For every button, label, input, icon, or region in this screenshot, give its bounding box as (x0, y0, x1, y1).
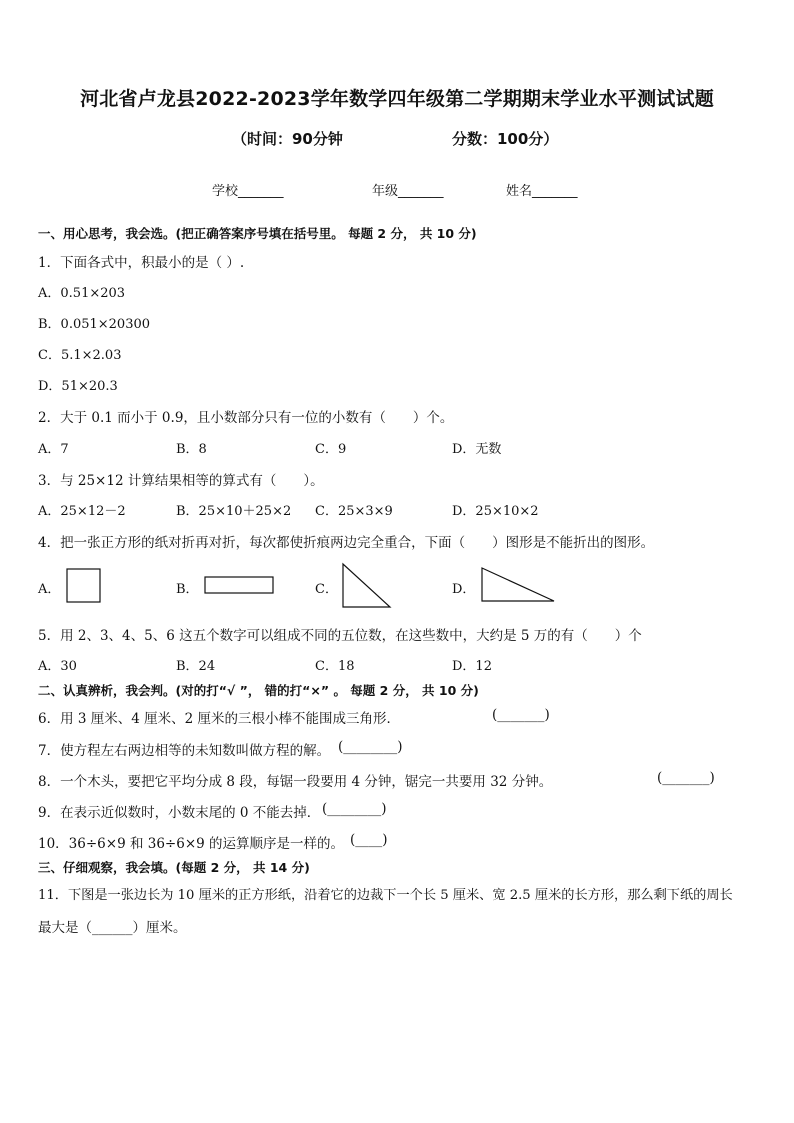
q9-stem: 9．在表示近似数时，小数末尾的 0 不能去掉． (38, 805, 321, 821)
q8-stem: 8．一个木头，要把它平均分成 8 段，每锯一段要用 4 分钟，锯完一共要用 32 分钟。 (38, 774, 553, 790)
q2-option-c: C．9 (315, 442, 347, 457)
q3-option-d: D．25×10×2 (452, 504, 539, 519)
q9-answer-blank[interactable]: (________) (322, 801, 387, 817)
exam-title: 河北省卢龙县2022-2023学年数学四年级第二学期期末学业水平测试试题 (80, 88, 714, 110)
name-field: 姓名_______ (506, 184, 578, 199)
square-icon (66, 568, 102, 604)
q2-stem: 2．大于 0.1 而小于 0.9，且小数部分只有一位的小数有（ ）个。 (38, 410, 454, 426)
right-triangle-tall-icon (341, 562, 393, 610)
q2-option-a: A．7 (38, 442, 69, 457)
q5-option-d: D．12 (452, 659, 492, 674)
exam-score: 分数：100分） (452, 130, 559, 148)
q4-option-d: D． (452, 582, 476, 597)
q11-stem-line2: 最大是（______）厘米。 (38, 920, 187, 936)
q7-stem: 7．使方程左右两边相等的未知数叫做方程的解。 (38, 743, 331, 759)
q2-option-b: B．8 (176, 442, 207, 457)
exam-time: （时间：90分钟 (232, 130, 343, 148)
q7-answer-blank[interactable]: (________) (338, 739, 403, 755)
q5-option-a: A．30 (38, 659, 77, 674)
school-field: 学校_______ (212, 184, 284, 199)
q1-option-d: D．51×20.3 (38, 379, 118, 394)
q4-option-c: C． (315, 582, 338, 597)
q3-option-c: C．25×3×9 (315, 504, 393, 519)
q3-option-b: B．25×10＋25×2 (176, 504, 292, 519)
q1-option-b: B．0.051×20300 (38, 317, 151, 332)
q4-stem: 4．把一张正方形的纸对折再对折，每次都使折痕两边完全重合，下面（ ）图形是不能折出的图形。 (38, 535, 655, 551)
q1-option-c: C．5.1×2.03 (38, 348, 122, 363)
grade-field: 年级_______ (372, 184, 444, 199)
q10-stem: 10．36÷6×9 和 36÷6×9 的运算顺序是一样的。 (38, 836, 345, 852)
q5-option-c: C．18 (315, 659, 355, 674)
q3-stem: 3．与 25×12 计算结果相等的算式有（ ）。 (38, 473, 324, 489)
q4-option-a: A． (38, 582, 61, 597)
q5-option-b: B．24 (176, 659, 216, 674)
q4-option-b: B． (176, 582, 199, 597)
q6-stem: 6．用 3 厘米、4 厘米、2 厘米的三根小棒不能围成三角形． (38, 711, 401, 727)
right-triangle-wide-icon (480, 566, 558, 604)
q6-answer-blank[interactable]: (_______) (492, 707, 550, 723)
q2-option-d: D．无数 (452, 442, 502, 457)
section1-heading: 一、用心思考，我会选。(把正确答案序号填在括号里。 每题 2 分， 共 10 分) (38, 226, 477, 241)
section2-heading: 二、认真辨析，我会判。(对的打“√ ”， 错的打“×” 。 每题 2 分， 共 10 分) (38, 683, 479, 698)
q1-option-a: A．0.51×203 (38, 286, 126, 301)
q1-stem: 1．下面各式中，积最小的是（ ）. (38, 255, 245, 271)
q8-answer-blank[interactable]: (_______) (657, 770, 715, 786)
section3-heading: 三、仔细观察，我会填。(每题 2 分， 共 14 分) (38, 860, 310, 875)
rectangle-icon (204, 576, 276, 596)
q11-stem-line1: 11．下图是一张边长为 10 厘米的正方形纸，沿着它的边裁下一个长 5 厘米、宽 2.5 厘米的长方形，那么剩下纸的周长 (38, 888, 733, 903)
q3-option-a: A．25×12－2 (38, 504, 126, 519)
q5-stem: 5．用 2、3、4、5、6 这五个数字可以组成不同的五位数，在这些数中，大约是 5 万的有（ ）个 (38, 628, 642, 644)
q10-answer-blank[interactable]: (____) (350, 832, 388, 848)
